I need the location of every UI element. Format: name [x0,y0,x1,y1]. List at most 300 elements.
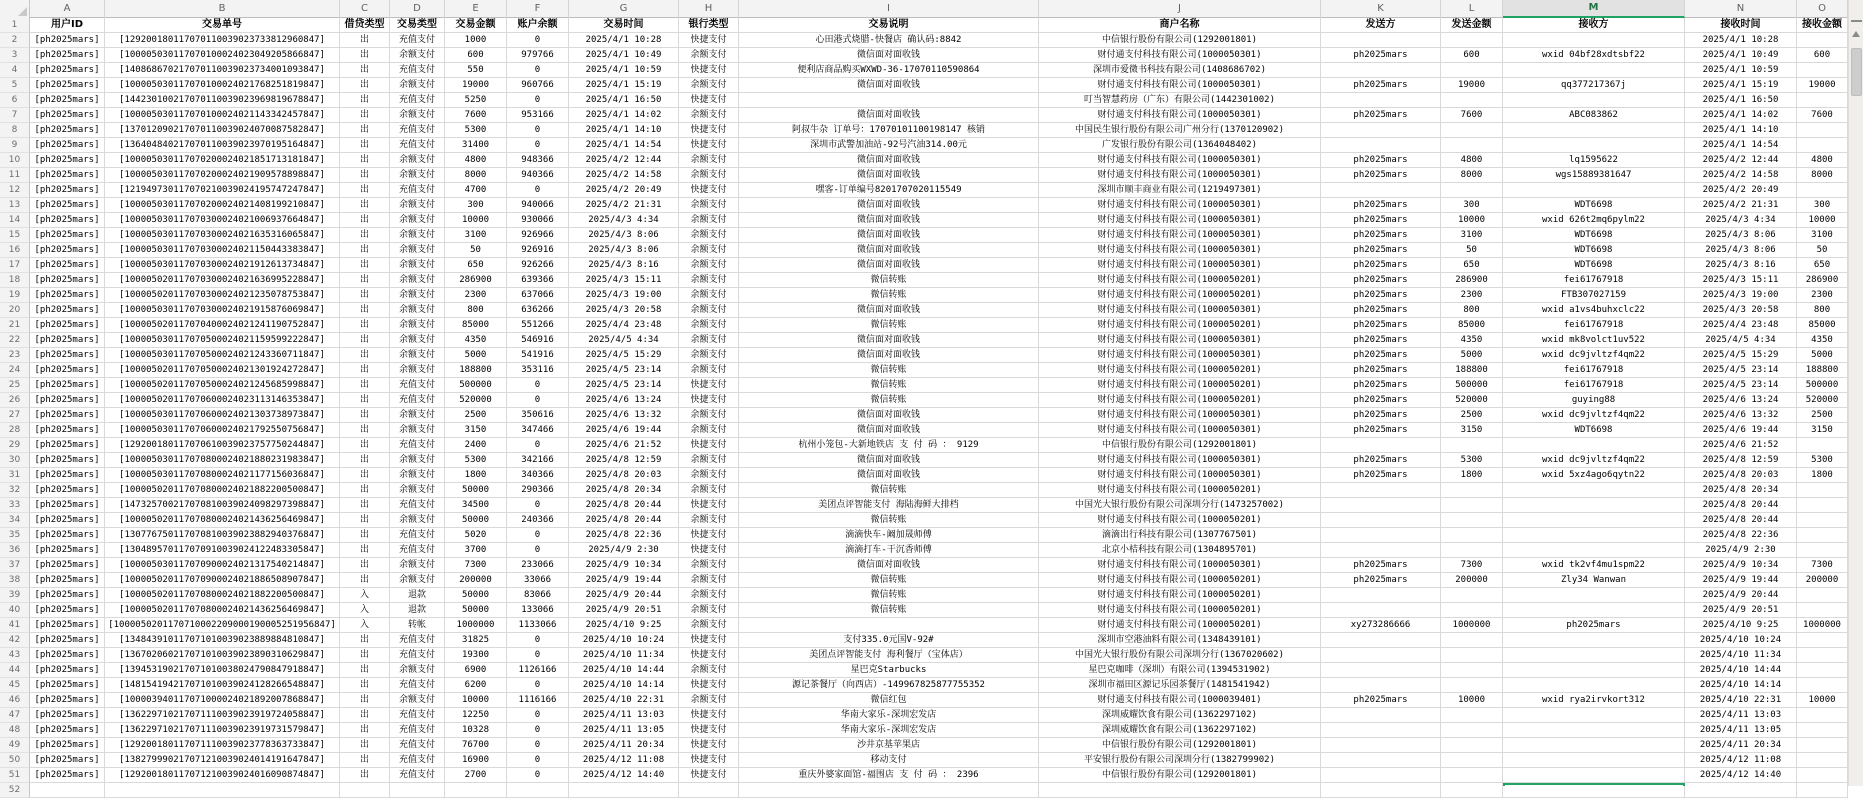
cell[interactable]: 入 [340,588,390,603]
cell[interactable]: 华南大家乐-深圳宏发店 [739,708,1039,723]
cell[interactable]: 2025/4/9 20:51 [1685,603,1797,618]
cell[interactable]: 0 [507,543,569,558]
cell[interactable]: 2500 [445,408,507,423]
cell[interactable]: 2500 [1441,408,1503,423]
cell[interactable]: 充值支付 [390,753,445,768]
cell[interactable]: 重庆外婆家面馆-福围店 支 付 码 ： 2396 [739,768,1039,783]
cell[interactable]: 2025/4/11 20:34 [1685,738,1797,753]
column-header-K[interactable]: K [1321,0,1441,18]
cell[interactable]: 637066 [507,288,569,303]
cell[interactable]: 2025/4/1 10:49 [569,48,679,63]
cell[interactable]: [100005030117070800024021177156036847] [105,468,340,483]
cell[interactable]: 快捷支付 [679,753,739,768]
cell[interactable]: [100005020117070800024021436256469847] [105,513,340,528]
cell[interactable]: [100005030117070900024021317540214847] [105,558,340,573]
column-header-N[interactable]: N [1685,0,1797,18]
row-number[interactable]: 7 [0,108,30,123]
cell[interactable]: 2025/4/4 23:48 [569,318,679,333]
cell[interactable]: 2025/4/5 23:14 [1685,378,1797,393]
cell[interactable] [1321,603,1441,618]
cell[interactable]: 余额支付 [390,108,445,123]
cell[interactable] [1797,543,1848,558]
cell[interactable] [1503,438,1685,453]
cell[interactable] [1797,768,1848,783]
cell[interactable]: 550 [445,63,507,78]
cell[interactable]: [136702060217071010039023890310629847] [105,648,340,663]
cell[interactable]: 2025/4/10 11:34 [1685,648,1797,663]
cell[interactable] [1797,753,1848,768]
row-number[interactable]: 33 [0,498,30,513]
cell[interactable]: 0 [507,498,569,513]
cell[interactable]: 快捷支付 [679,723,739,738]
cell[interactable]: 50000 [445,588,507,603]
cell[interactable]: 滴滴打车-干沉香师傅 [739,543,1039,558]
cell[interactable]: [100005030117070100024021143342457847] [105,108,340,123]
column-title-cell[interactable]: 交易金额 [445,18,507,33]
cell[interactable]: 出 [340,708,390,723]
cell[interactable]: 4800 [445,153,507,168]
cell[interactable]: 出 [340,453,390,468]
cell[interactable]: 1800 [445,468,507,483]
cell[interactable]: [ph2025mars] [30,753,105,768]
cell[interactable]: 出 [340,663,390,678]
column-header-L[interactable]: L [1441,0,1503,18]
cell[interactable] [1797,63,1848,78]
cell[interactable] [1441,528,1503,543]
cell[interactable]: 200000 [1441,573,1503,588]
cell[interactable]: 退款 [390,603,445,618]
cell[interactable]: 0 [507,678,569,693]
column-title-cell[interactable]: 接收时间 [1685,18,1797,33]
cell[interactable] [739,618,1039,633]
cell[interactable]: [144230100217070110039023969819678847] [105,93,340,108]
cell[interactable]: [ph2025mars] [30,543,105,558]
cell[interactable]: 200000 [445,573,507,588]
cell[interactable]: 微信转账 [739,363,1039,378]
cell[interactable]: [100005020117070500024021245685998847] [105,378,340,393]
row-number[interactable]: 40 [0,603,30,618]
cell[interactable]: 2025/4/10 22:31 [1685,693,1797,708]
cell[interactable]: 出 [340,558,390,573]
cell[interactable]: 19300 [445,648,507,663]
cell[interactable]: 余额支付 [679,468,739,483]
cell[interactable] [1441,753,1503,768]
cell[interactable]: 余额支付 [390,168,445,183]
cell[interactable]: [100005030117070300024021006937664847] [105,213,340,228]
cell[interactable] [1441,678,1503,693]
cell[interactable]: 充值支付 [390,678,445,693]
cell[interactable]: 2025/4/8 20:03 [569,468,679,483]
cell[interactable]: 2025/4/3 20:58 [569,303,679,318]
cell[interactable] [1797,498,1848,513]
row-number[interactable]: 44 [0,663,30,678]
cell[interactable]: wxid dc9jvltzf4qm22 [1503,348,1685,363]
cell[interactable]: 余额支付 [390,198,445,213]
cell[interactable]: 财付通支付科技有限公司(1000050301) [1039,48,1321,63]
cell[interactable]: 286900 [1797,273,1848,288]
cell[interactable]: [100005030117070100024023049205866847] [105,48,340,63]
cell[interactable]: 财付通支付科技有限公司(1000050301) [1039,453,1321,468]
cell[interactable]: [ph2025mars] [30,468,105,483]
cell[interactable]: 出 [340,468,390,483]
cell[interactable] [1503,768,1685,783]
cell[interactable]: 600 [1441,48,1503,63]
cell[interactable]: 快捷支付 [679,378,739,393]
cell[interactable]: 充值支付 [390,708,445,723]
cell[interactable]: 出 [340,348,390,363]
cell[interactable]: 出 [340,393,390,408]
cell[interactable]: 520000 [1797,393,1848,408]
cell[interactable] [679,783,739,798]
cell[interactable] [1321,93,1441,108]
column-title-cell[interactable]: 借贷类型 [340,18,390,33]
cell[interactable]: [100005030117070200024021851713181847] [105,153,340,168]
cell[interactable]: 800 [1797,303,1848,318]
cell[interactable]: 520000 [1441,393,1503,408]
cell[interactable]: 2025/4/4 23:48 [1685,318,1797,333]
row-number[interactable]: 38 [0,573,30,588]
cell[interactable]: ph2025mars [1321,168,1441,183]
cell[interactable]: 2025/4/5 23:14 [569,378,679,393]
cell[interactable]: 2025/4/9 2:30 [1685,543,1797,558]
cell[interactable]: 2025/4/6 13:32 [569,408,679,423]
cell[interactable] [1797,123,1848,138]
cell[interactable]: 中信银行股份有限公司(1292001801) [1039,738,1321,753]
cell[interactable] [1503,588,1685,603]
cell[interactable]: 541916 [507,348,569,363]
cell[interactable]: 2025/4/8 20:34 [1685,483,1797,498]
cell[interactable]: 微信转账 [739,603,1039,618]
cell[interactable]: 926966 [507,228,569,243]
cell[interactable] [1039,783,1321,798]
cell[interactable]: 2300 [1441,288,1503,303]
cell[interactable]: [1000050201170710002209000190005251956847] [105,618,340,633]
cell[interactable]: [ph2025mars] [30,288,105,303]
cell[interactable] [1321,483,1441,498]
cell[interactable]: 2025/4/10 22:31 [569,693,679,708]
cell[interactable]: 中信银行股份有限公司(1292001801) [1039,768,1321,783]
cell[interactable] [1321,738,1441,753]
cell[interactable]: [134843910117071010039023889884810847] [105,633,340,648]
cell[interactable]: 充值支付 [390,393,445,408]
cell[interactable]: 出 [340,303,390,318]
cell[interactable]: 2025/4/12 11:08 [569,753,679,768]
cell[interactable] [1321,753,1441,768]
cell[interactable]: 5020 [445,528,507,543]
cell[interactable]: 639366 [507,273,569,288]
cell[interactable]: [ph2025mars] [30,588,105,603]
cell[interactable]: 余额支付 [679,513,739,528]
cell[interactable]: ph2025mars [1321,303,1441,318]
cell[interactable]: [100005020117070800024021882200500847] [105,483,340,498]
column-header-F[interactable]: F [507,0,569,18]
cell[interactable]: 2025/4/6 21:52 [1685,438,1797,453]
cell[interactable]: 2025/4/2 21:31 [569,198,679,213]
cell[interactable]: 500000 [1797,378,1848,393]
row-number[interactable]: 24 [0,363,30,378]
cell[interactable]: 余额支付 [679,408,739,423]
cell[interactable]: 2025/4/5 4:34 [1685,333,1797,348]
cell[interactable]: fei61767918 [1503,363,1685,378]
cell[interactable] [1441,93,1503,108]
cell[interactable]: 余额支付 [679,693,739,708]
column-title-cell[interactable]: 发送金额 [1441,18,1503,33]
row-number[interactable]: 39 [0,588,30,603]
cell[interactable]: 926916 [507,243,569,258]
cell[interactable]: [ph2025mars] [30,333,105,348]
row-number[interactable]: 36 [0,543,30,558]
column-title-cell[interactable]: 账户余额 [507,18,569,33]
cell[interactable]: [ph2025mars] [30,573,105,588]
cell[interactable]: 0 [507,768,569,783]
row-number[interactable]: 47 [0,708,30,723]
cell[interactable]: 33066 [507,573,569,588]
cell[interactable]: 充值支付 [390,738,445,753]
cell[interactable]: 2025/4/8 20:03 [1685,468,1797,483]
column-header-M[interactable]: M [1503,0,1685,18]
cell[interactable] [1321,138,1441,153]
cell[interactable] [1503,633,1685,648]
row-number[interactable]: 3 [0,48,30,63]
cell[interactable]: 余额支付 [390,213,445,228]
cell[interactable]: 7600 [445,108,507,123]
cell[interactable]: 2025/4/9 19:44 [569,573,679,588]
cell[interactable]: 充值支付 [390,528,445,543]
cell[interactable]: 余额支付 [679,78,739,93]
cell[interactable]: 0 [507,393,569,408]
cell[interactable] [1441,708,1503,723]
cell[interactable]: 财付通支付科技有限公司(1000050301) [1039,468,1321,483]
cell[interactable]: 0 [507,633,569,648]
cell[interactable]: 充值支付 [390,633,445,648]
cell[interactable]: 2025/4/10 14:44 [569,663,679,678]
cell[interactable]: 2025/4/10 9:25 [569,618,679,633]
cell[interactable]: 充值支付 [390,183,445,198]
cell[interactable]: 10000 [445,693,507,708]
cell[interactable]: 北京小桔科技有限公司(1304895701) [1039,543,1321,558]
cell[interactable]: WDT6698 [1503,258,1685,273]
cell[interactable]: 退款 [390,588,445,603]
cell[interactable]: 2025/4/1 15:19 [1685,78,1797,93]
cell[interactable]: 2025/4/1 10:49 [1685,48,1797,63]
cell[interactable]: 2025/4/3 8:16 [1685,258,1797,273]
cell[interactable] [1503,603,1685,618]
cell[interactable]: 余额支付 [679,483,739,498]
cell[interactable] [1321,543,1441,558]
cell[interactable]: 出 [340,363,390,378]
row-number[interactable]: 34 [0,513,30,528]
cell[interactable]: 余额支付 [390,288,445,303]
scrollbar-split-handle-icon[interactable] [1851,20,1862,23]
cell[interactable]: 星巴克Starbucks [739,663,1039,678]
cell[interactable]: wxid 5xz4ago6qytn22 [1503,468,1685,483]
cell[interactable]: 余额支付 [679,603,739,618]
cell[interactable]: 500000 [1441,378,1503,393]
cell[interactable]: 800 [1441,303,1503,318]
cell[interactable] [1503,723,1685,738]
column-header-B[interactable]: B [105,0,340,18]
cell[interactable]: 2025/4/8 20:44 [1685,498,1797,513]
cell[interactable]: 2025/4/3 19:00 [1685,288,1797,303]
cell[interactable]: 星巴克咖啡（深圳）有限公司(1394531902) [1039,663,1321,678]
cell[interactable]: 财付通支付科技有限公司(1000050301) [1039,558,1321,573]
cell[interactable]: 3150 [1441,423,1503,438]
cell[interactable]: 8000 [1797,168,1848,183]
cell[interactable]: WDT6698 [1503,198,1685,213]
row-number[interactable]: 11 [0,168,30,183]
cell[interactable]: 微信面对面收钱 [739,303,1039,318]
cell[interactable]: 余额支付 [679,48,739,63]
row-number[interactable]: 18 [0,273,30,288]
cell[interactable]: 快捷支付 [679,708,739,723]
column-title-cell[interactable]: 用户ID [30,18,105,33]
cell[interactable]: ph2025mars [1321,408,1441,423]
cell[interactable]: [ph2025mars] [30,603,105,618]
cell[interactable]: [ph2025mars] [30,618,105,633]
cell[interactable]: [ph2025mars] [30,153,105,168]
cell[interactable]: 余额支付 [679,423,739,438]
cell[interactable]: 520000 [445,393,507,408]
cell[interactable]: 出 [340,213,390,228]
cell[interactable]: 快捷支付 [679,543,739,558]
cell[interactable]: [130776750117070810039023882940376847] [105,528,340,543]
cell[interactable]: 2025/4/10 9:25 [1685,618,1797,633]
cell[interactable]: [ph2025mars] [30,528,105,543]
cell[interactable]: 2025/4/9 10:34 [1685,558,1797,573]
cell[interactable]: 微信面对面收钱 [739,228,1039,243]
scroll-up-icon[interactable] [1852,31,1860,37]
cell[interactable] [1503,678,1685,693]
cell[interactable]: guying88 [1503,393,1685,408]
cell[interactable]: 600 [445,48,507,63]
cell[interactable]: 2025/4/1 14:54 [1685,138,1797,153]
row-number[interactable]: 6 [0,93,30,108]
cell[interactable]: ph2025mars [1321,348,1441,363]
cell[interactable]: [136229710217071110039023919724058847] [105,708,340,723]
cell[interactable]: 出 [340,243,390,258]
cell[interactable]: 1000000 [1441,618,1503,633]
cell[interactable]: 深圳市爱微书科技有限公司(1408686702) [1039,63,1321,78]
cell[interactable]: 微信面对面收钱 [739,258,1039,273]
row-number[interactable]: 19 [0,288,30,303]
cell[interactable]: 300 [1797,198,1848,213]
cell[interactable]: 充值支付 [390,63,445,78]
cell[interactable]: 2025/4/1 14:02 [569,108,679,123]
cell[interactable]: 2025/4/6 19:44 [569,423,679,438]
cell[interactable]: 50 [445,243,507,258]
cell[interactable]: 2025/4/1 10:28 [569,33,679,48]
cell[interactable] [1441,33,1503,48]
cell[interactable] [1441,738,1503,753]
cell[interactable]: ph2025mars [1321,378,1441,393]
cell[interactable]: [129200180117071210039024016090874847] [105,768,340,783]
cell[interactable]: [100005030117070300024021915876069847] [105,303,340,318]
cell[interactable]: 4350 [1441,333,1503,348]
cell[interactable]: 2025/4/5 4:34 [569,333,679,348]
cell[interactable] [30,783,105,798]
cell[interactable] [1797,738,1848,753]
cell[interactable]: 2025/4/5 15:29 [1685,348,1797,363]
cell[interactable]: 财付通支付科技有限公司(1000050301) [1039,198,1321,213]
cell[interactable]: 5000 [445,348,507,363]
cell[interactable]: 2025/4/10 14:14 [569,678,679,693]
cell[interactable]: 余额支付 [390,468,445,483]
cell[interactable]: [121949730117070210039024195747247847] [105,183,340,198]
cell[interactable]: 2025/4/8 20:44 [569,513,679,528]
cell[interactable]: ph2025mars [1321,468,1441,483]
cell[interactable]: 233066 [507,558,569,573]
cell[interactable]: 3150 [445,423,507,438]
cell[interactable]: 美团点评智能支付 海利餐厅（宝体店） [739,648,1039,663]
cell[interactable]: 快捷支付 [679,498,739,513]
cell[interactable]: 19000 [1441,78,1503,93]
cell[interactable]: 入 [340,618,390,633]
cell[interactable]: 财付通支付科技有限公司(1000039401) [1039,693,1321,708]
cell[interactable]: 2025/4/1 10:28 [1685,33,1797,48]
cell[interactable] [1321,768,1441,783]
cell[interactable]: 快捷支付 [679,33,739,48]
cell[interactable]: 0 [507,63,569,78]
cell[interactable]: ph2025mars [1321,258,1441,273]
cell[interactable] [1503,483,1685,498]
cell[interactable]: 快捷支付 [679,528,739,543]
cell[interactable]: WDT6698 [1503,228,1685,243]
cell[interactable]: 微信面对面收钱 [739,108,1039,123]
cell[interactable]: [100005020117070800024021436256469847] [105,603,340,618]
cell[interactable]: 余额支付 [679,153,739,168]
cell[interactable]: [129200180117070610039023757750244847] [105,438,340,453]
cell[interactable]: 5300 [445,453,507,468]
cell[interactable]: 财付通支付科技有限公司(1000050201) [1039,483,1321,498]
cell[interactable]: [ph2025mars] [30,93,105,108]
cell[interactable]: [ph2025mars] [30,33,105,48]
cell[interactable]: [ph2025mars] [30,108,105,123]
cell[interactable]: 240366 [507,513,569,528]
cell[interactable]: 出 [340,288,390,303]
cell[interactable]: [ph2025mars] [30,738,105,753]
cell[interactable]: 2025/4/3 4:34 [569,213,679,228]
cell[interactable]: 嘿客-订单编号8201707020115549 [739,183,1039,198]
cell[interactable]: 财付通支付科技有限公司(1000050201) [1039,513,1321,528]
cell[interactable]: 出 [340,753,390,768]
cell[interactable]: ph2025mars [1321,333,1441,348]
cell[interactable]: 83066 [507,588,569,603]
cell[interactable]: 290366 [507,483,569,498]
cell[interactable]: 2025/4/5 23:14 [569,363,679,378]
cell[interactable]: [ph2025mars] [30,438,105,453]
cell[interactable]: 出 [340,78,390,93]
cell[interactable]: 深圳威耀饮食有限公司(1362297102) [1039,723,1321,738]
cell[interactable]: 1000000 [1797,618,1848,633]
cell[interactable]: 7600 [1797,108,1848,123]
cell[interactable]: 2025/4/2 21:31 [1685,198,1797,213]
cell[interactable]: 出 [340,408,390,423]
cell[interactable]: 快捷支付 [679,123,739,138]
cell[interactable]: [138279990217071210039024014191647847] [105,753,340,768]
cell[interactable] [1503,498,1685,513]
cell[interactable]: 出 [340,528,390,543]
cell[interactable]: 1133066 [507,618,569,633]
column-title-cell[interactable]: 交易类型 [390,18,445,33]
cell[interactable]: 350616 [507,408,569,423]
cell[interactable] [1321,678,1441,693]
cell[interactable]: 500000 [445,378,507,393]
column-header-E[interactable]: E [445,0,507,18]
cell[interactable]: 充值支付 [390,438,445,453]
cell[interactable]: 余额支付 [679,453,739,468]
cell[interactable]: 快捷支付 [679,738,739,753]
cell[interactable]: 充值支付 [390,723,445,738]
